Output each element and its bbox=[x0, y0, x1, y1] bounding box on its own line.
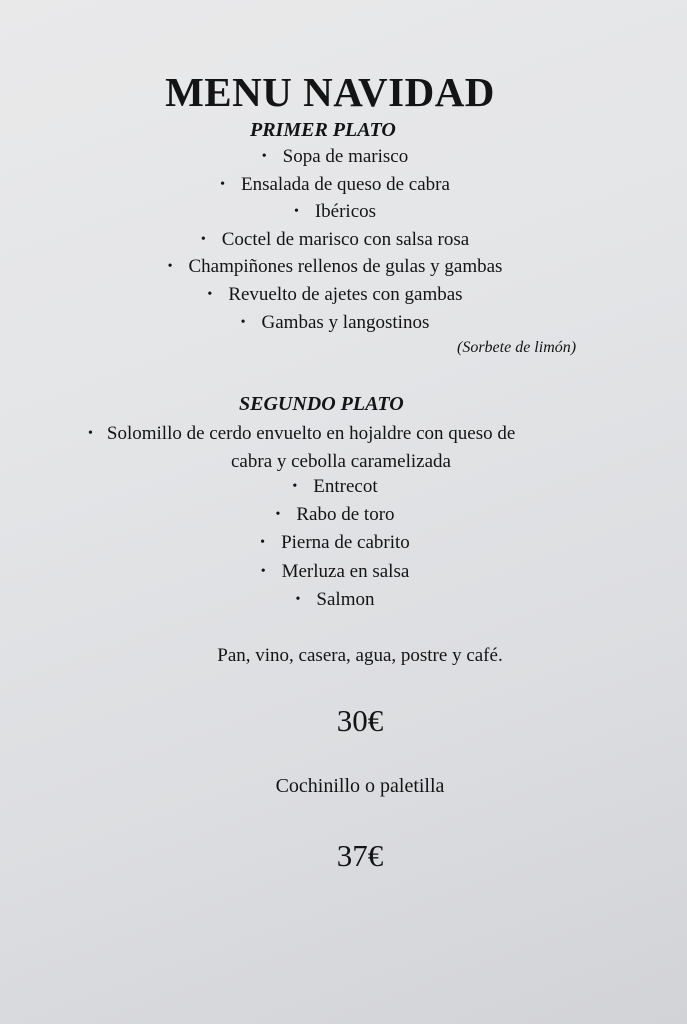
menu-item-label: Sopa de marisco bbox=[282, 146, 409, 167]
menu-item bbox=[0, 561, 670, 583]
menu-item bbox=[0, 312, 670, 334]
primer-plato-heading: PRIMER PLATO bbox=[250, 119, 396, 141]
menu-item-continuation: cabra y cebolla caramelizada bbox=[231, 451, 451, 472]
menu-item-line bbox=[88, 423, 515, 444]
bullet-icon: • bbox=[207, 287, 213, 302]
bullet-icon: • bbox=[275, 507, 281, 522]
menu-item-label: Solomillo de cerdo envuelto en hojaldre con queso de bbox=[106, 423, 516, 444]
menu-item-label: Rabo de toro bbox=[296, 504, 395, 525]
price-alternative: 37€ bbox=[336, 838, 384, 873]
bullet-icon: • bbox=[200, 232, 206, 247]
menu-item-label: Pierna de cabrito bbox=[281, 532, 410, 553]
bullet-icon: • bbox=[260, 564, 266, 579]
menu-item-label: Entrecot bbox=[313, 476, 378, 497]
bullet-icon: • bbox=[261, 149, 267, 164]
bullet-icon: • bbox=[260, 535, 266, 550]
menu-title: MENU NAVIDAD bbox=[165, 69, 495, 115]
menu-item bbox=[0, 532, 670, 554]
menu-item bbox=[0, 229, 670, 251]
menu-item bbox=[0, 284, 670, 306]
alternative-option: Cochinillo o paletilla bbox=[275, 775, 445, 797]
sorbet-note: (Sorbete de limón) bbox=[457, 339, 577, 356]
segundo-plato-heading: SEGUNDO PLATO bbox=[239, 393, 404, 415]
menu-item-label: Salmon bbox=[316, 589, 375, 610]
menu-item bbox=[0, 476, 670, 498]
menu-item-label: Merluza en salsa bbox=[281, 561, 410, 582]
bullet-icon: • bbox=[167, 259, 173, 274]
menu-item bbox=[0, 589, 670, 611]
menu-item bbox=[0, 504, 670, 526]
menu-item-label: Revuelto de ajetes con gambas bbox=[228, 284, 463, 305]
bullet-icon: • bbox=[292, 479, 298, 494]
menu-item-label: Coctel de marisco con salsa rosa bbox=[221, 229, 470, 250]
bullet-icon: • bbox=[295, 592, 301, 607]
menu-item-label: Ibéricos bbox=[314, 201, 377, 222]
menu-item bbox=[0, 256, 670, 278]
menu-item-label: Ensalada de queso de cabra bbox=[241, 174, 450, 195]
bullet-icon: • bbox=[240, 315, 246, 330]
menu-item bbox=[0, 174, 670, 196]
bullet-icon: • bbox=[88, 426, 93, 441]
menu-item bbox=[0, 201, 670, 223]
menu-item-label: Gambas y langostinos bbox=[261, 312, 430, 333]
price-menu: 30€ bbox=[336, 703, 384, 738]
bullet-icon: • bbox=[220, 177, 225, 192]
menu-item bbox=[0, 146, 670, 168]
menu-item-label: Champiñones rellenos de gulas y gambas bbox=[188, 256, 503, 277]
menu-item-long bbox=[88, 420, 648, 476]
included-extras: Pan, vino, casera, agua, postre y café. bbox=[217, 645, 503, 666]
bullet-icon: • bbox=[293, 204, 299, 219]
